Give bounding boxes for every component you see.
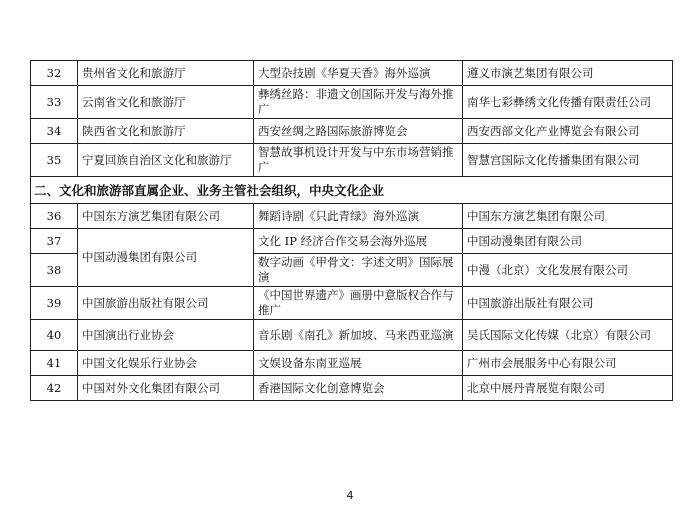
table-row (31, 144, 673, 177)
project-name: 文娱设备东南亚巡展 (254, 351, 463, 376)
recommending-unit: 中国旅游出版社有限公司 (78, 287, 254, 320)
recommending-unit: 云南省文化和旅游厅 (78, 86, 254, 119)
company-name: 吴氏国际文化传媒（北京）有限公司 (463, 320, 673, 351)
row-number: 38 (31, 254, 78, 287)
recommending-unit: 中国演出行业协会 (78, 320, 254, 351)
row-number: 42 (31, 376, 78, 401)
table-row (31, 351, 673, 376)
row-number: 35 (31, 144, 78, 177)
company-name: 南华七彩彝绣文化传播有限责任公司 (463, 86, 673, 119)
table-row (31, 204, 673, 229)
recommending-unit: 陕西省文化和旅游厅 (78, 119, 254, 144)
recommending-unit: 中国对外文化集团有限公司 (78, 376, 254, 401)
recommending-unit: 中国文化娱乐行业协会 (78, 351, 254, 376)
row-number: 39 (31, 287, 78, 320)
company-name: 中漫（北京）文化发展有限公司 (463, 254, 673, 287)
table-row (31, 119, 673, 144)
company-name: 智慧宫国际文化传播集团有限公司 (463, 144, 673, 177)
company-name: 西安西部文化产业博览会有限公司 (463, 119, 673, 144)
page-number: 4 (346, 489, 354, 502)
project-name: 香港国际文化创意博览会 (254, 376, 463, 401)
table-row (31, 86, 673, 119)
section-heading: 二、文化和旅游部直属企业、业务主管社会组织，中央文化企业 (31, 177, 673, 204)
table-row (31, 376, 673, 401)
project-name: 智慧故事机设计开发与中东市场营销推广 (254, 144, 463, 177)
table-row (31, 61, 673, 86)
company-name: 广州市会展服务中心有限公司 (463, 351, 673, 376)
row-number: 40 (31, 320, 78, 351)
row-number: 37 (31, 229, 78, 254)
project-name: 数字动画《甲骨文：字述文明》国际展演 (254, 254, 463, 287)
company-name: 中国东方演艺集团有限公司 (463, 204, 673, 229)
project-name: 音乐剧《南孔》新加坡、马来西亚巡演 (254, 320, 463, 351)
section-heading-row (31, 177, 673, 204)
recommending-unit: 中国东方演艺集团有限公司 (78, 204, 254, 229)
company-name: 北京中展丹青展览有限公司 (463, 376, 673, 401)
row-number: 33 (31, 86, 78, 119)
recommending-unit: 宁夏回族自治区文化和旅游厅 (78, 144, 254, 177)
row-number: 36 (31, 204, 78, 229)
row-number: 32 (31, 61, 78, 86)
recommending-unit: 中国动漫集团有限公司 (78, 229, 254, 287)
recommending-unit: 贵州省文化和旅游厅 (78, 61, 254, 86)
company-name: 遵义市演艺集团有限公司 (463, 61, 673, 86)
project-table (30, 60, 673, 401)
row-number: 34 (31, 119, 78, 144)
company-name: 中国旅游出版社有限公司 (463, 287, 673, 320)
table-row (31, 320, 673, 351)
project-name: 《中国世界遗产》画册中意版权合作与推广 (254, 287, 463, 320)
table-row (31, 287, 673, 320)
project-name: 大型杂技剧《华夏天香》海外巡演 (254, 61, 463, 86)
project-name: 舞蹈诗剧《只此青绿》海外巡演 (254, 204, 463, 229)
company-name: 中国动漫集团有限公司 (463, 229, 673, 254)
table-row (31, 229, 673, 254)
row-number: 41 (31, 351, 78, 376)
project-name: 文化 IP 经济合作交易会海外巡展 (254, 229, 463, 254)
project-name: 西安丝绸之路国际旅游博览会 (254, 119, 463, 144)
project-name: 彝绣丝路：非遗文创国际开发与海外推广 (254, 86, 463, 119)
